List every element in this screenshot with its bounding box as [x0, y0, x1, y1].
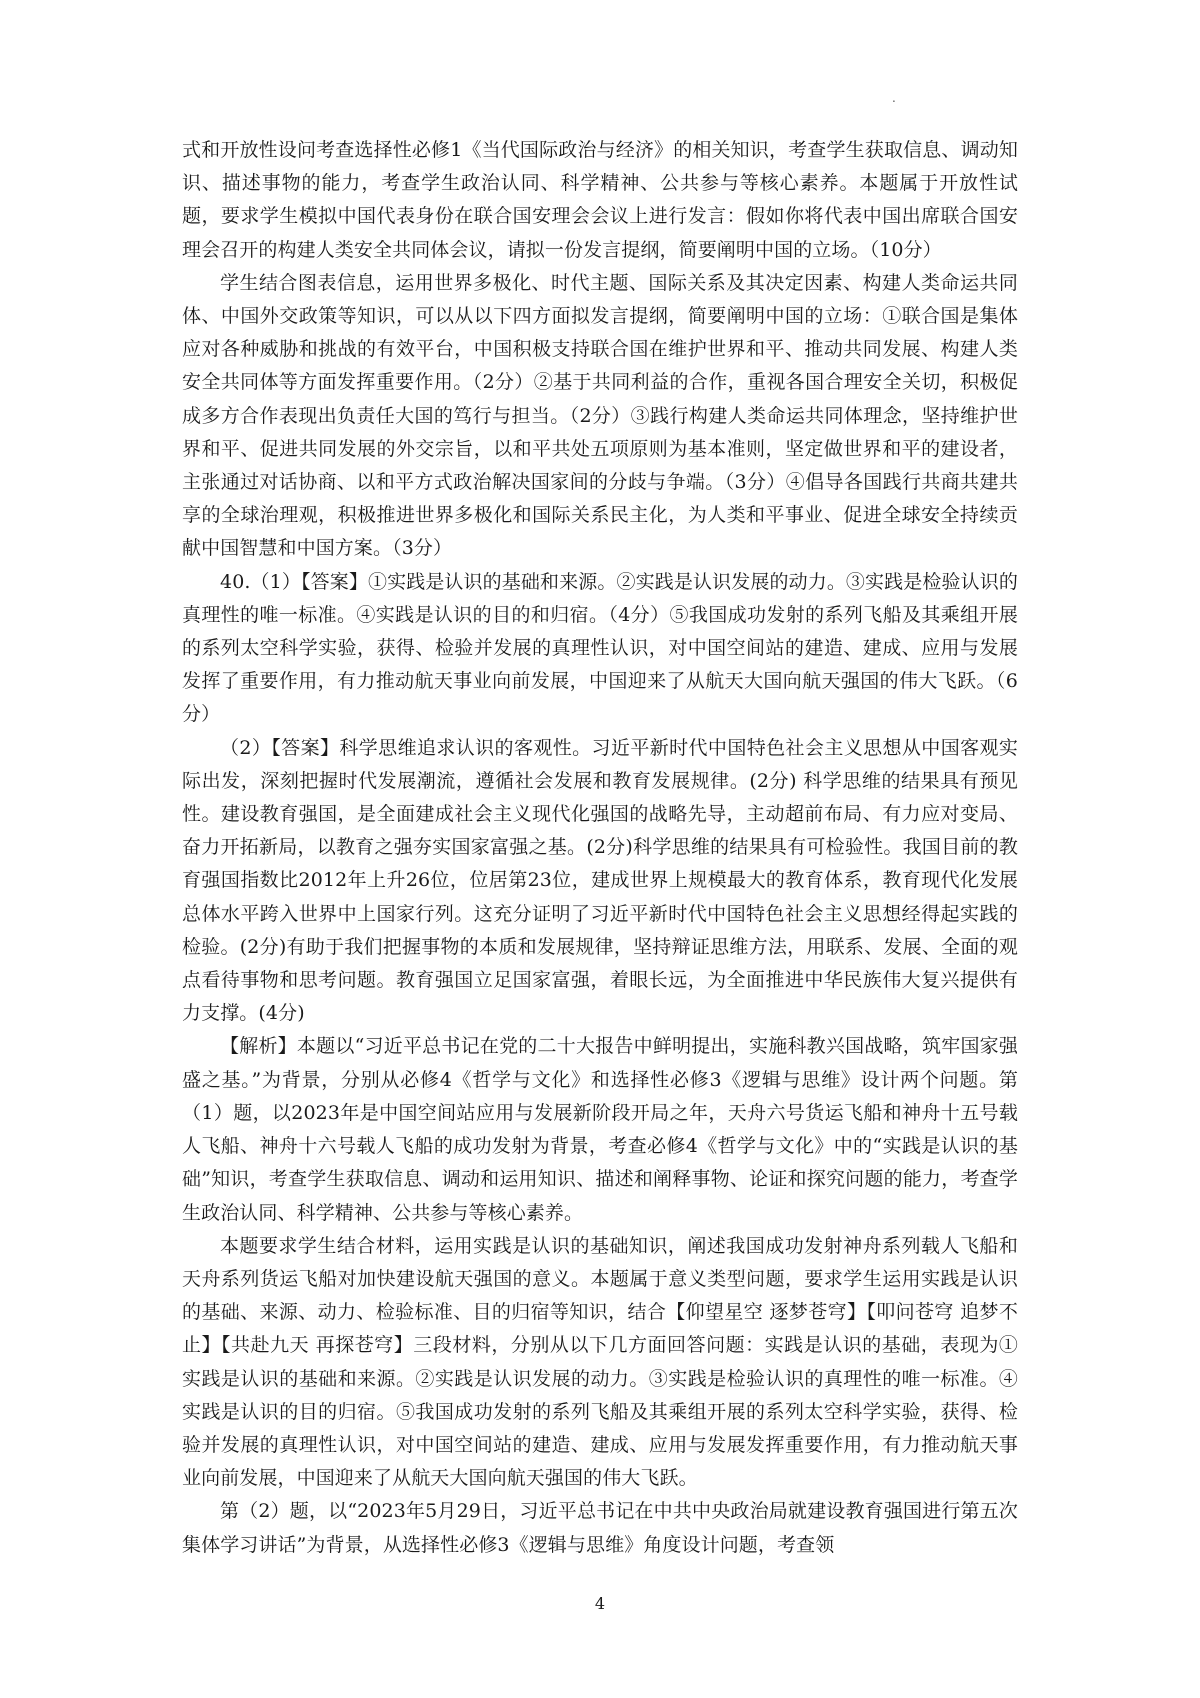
corner-dot: .	[892, 91, 896, 105]
paragraph-3: 40.（1）【答案】①实践是认识的基础和来源。②实践是认识发展的动力。③实践是检验认识的真理性的唯一标准。④实践是认识的目的和归宿。（4分）⑤我国成功发射的系列飞船及其乘组开展的系列太空科学实验，获得、检验并发展的真理性认识，对中国空间站的建造、建成、应用与发展发挥了重要作用，有力推动航天事业向前发展，中国迎来了从航天大国向航天强国的伟大飞跃。（6分）	[182, 570, 1018, 726]
paragraph-2: 学生结合图表信息，运用世界多极化、时代主题、国际关系及其决定因素、构建人类命运共同体、中国外交政策等知识，可以从以下四方面拟发言提纲，简要阐明中国的立场：①联合国是集体应对各种威胁和挑战的有效平台，中国积极支持联合国在维护世界和平、推动共同发展、构建人类安全共同体等方面发挥重要作用。（2分）②基于共同利益的合作，重视各国合理安全关切，积极促成多方合作表现出负责任大国的笃行与担当。（2分）③践行构建人类命运共同体理念，坚持维护世界和平、促进共同发展的外交宗旨，以和平共处五项原则为基本准则，坚定做世界和平的建设者，主张通过对话协商、以和平方式政治解决国家间的分歧与争端。（3分）④倡导各国践行共商共建共享的全球治理观，积极推进世界多极化和国际关系民主化，为人类和平事业、促进全球安全持续贡献中国智慧和中国方案。（3分）	[182, 271, 1018, 560]
paragraph-4: （2）【答案】科学思维追求认识的客观性。习近平新时代中国特色社会主义思想从中国客观实际出发，深刻把握时代发展潮流，遵循社会发展和教育发展规律。(2分) 科学思维的结果具有预见性。建设教育强国，是全面建成社会主义现代化强国的战略先导，主动超前布局、有力应对变局、奋力开拓新局，以教育之强夯实国家富强之基。(2分)科学思维的结果具有可检验性。我国目前的教育强国指数比2012年上升26位，位居第23位，建成世界上规模最大的教育体系，教育现代化发展总体水平跨入世界中上国家行列。这充分证明了习近平新时代中国特色社会主义思想经得起实践的检验。(2分)有助于我们把握事物的本质和发展规律，坚持辩证思维方法，用联系、发展、全面的观点看待事物和思考问题。教育强国立足国家富强，着眼长远，为全面推进中华民族伟大复兴提供有力支撑。(4分)	[182, 736, 1018, 1025]
page-number: 4	[594, 1594, 606, 1613]
paragraph-5: 【解析】本题以“习近平总书记在党的二十大报告中鲜明提出，实施科教兴国战略，筑牢国家强盛之基。”为背景，分别从必修4《哲学与文化》和选择性必修3《逻辑与思维》设计两个问题。第（1）题，以2023年是中国空间站应用与发展新阶段开局之年，天舟六号货运飞船和神舟十五号载人飞船、神舟十六号载人飞船的成功发射为背景，考查必修4《哲学与文化》中的“实践是认识的基础”知识，考查学生获取信息、调动和运用知识、描述和阐释事物、论证和探究问题的能力，考查学生政治认同、科学精神、公共参与等核心素养。	[182, 1035, 1018, 1224]
paragraph-6: 本题要求学生结合材料，运用实践是认识的基础知识，阐述我国成功发射神舟系列载人飞船和天舟系列货运飞船对加快建设航天强国的意义。本题属于意义类型问题，要求学生运用实践是认识的基础、来源、动力、检验标准、目的归宿等知识，结合【仰望星空 逐梦苍穹】【叩问苍穹 追梦不止】【共赴九天 再探苍穹】三段材料，分别从以下几方面回答问题：实践是认识的基础，表现为①实践是认识的基础和来源。②实践是认识发展的动力。③实践是检验认识的真理性的唯一标准。④实践是认识的目的归宿。⑤我国成功发射的系列飞船及其乘组开展的系列太空科学实验，获得、检验并发展的真理性认识，对中国空间站的建造、建成、应用与发展发挥重要作用，有力推动航天事业向前发展，中国迎来了从航天大国向航天强国的伟大飞跃。	[182, 1234, 1018, 1490]
document-body	[182, 134, 1018, 1562]
paragraph-7: 第（2）题，以“2023年5月29日，习近平总书记在中共中央政治局就建设教育强国进行第五次集体学习讲话”为背景，从选择性必修3《逻辑与思维》角度设计问题，考查领	[182, 1500, 1018, 1556]
paragraph-1: 式和开放性设问考查选择性必修1《当代国际政治与经济》的相关知识，考查学生获取信息、调动知识、描述事物的能力，考查学生政治认同、科学精神、公共参与等核心素养。本题属于开放性试题，要求学生模拟中国代表身份在联合国安理会会议上进行发言：假如你将代表中国出席联合国安理会召开的构建人类安全共同体会议，请拟一份发言提纲，简要阐明中国的立场。（10分）	[182, 139, 1018, 261]
